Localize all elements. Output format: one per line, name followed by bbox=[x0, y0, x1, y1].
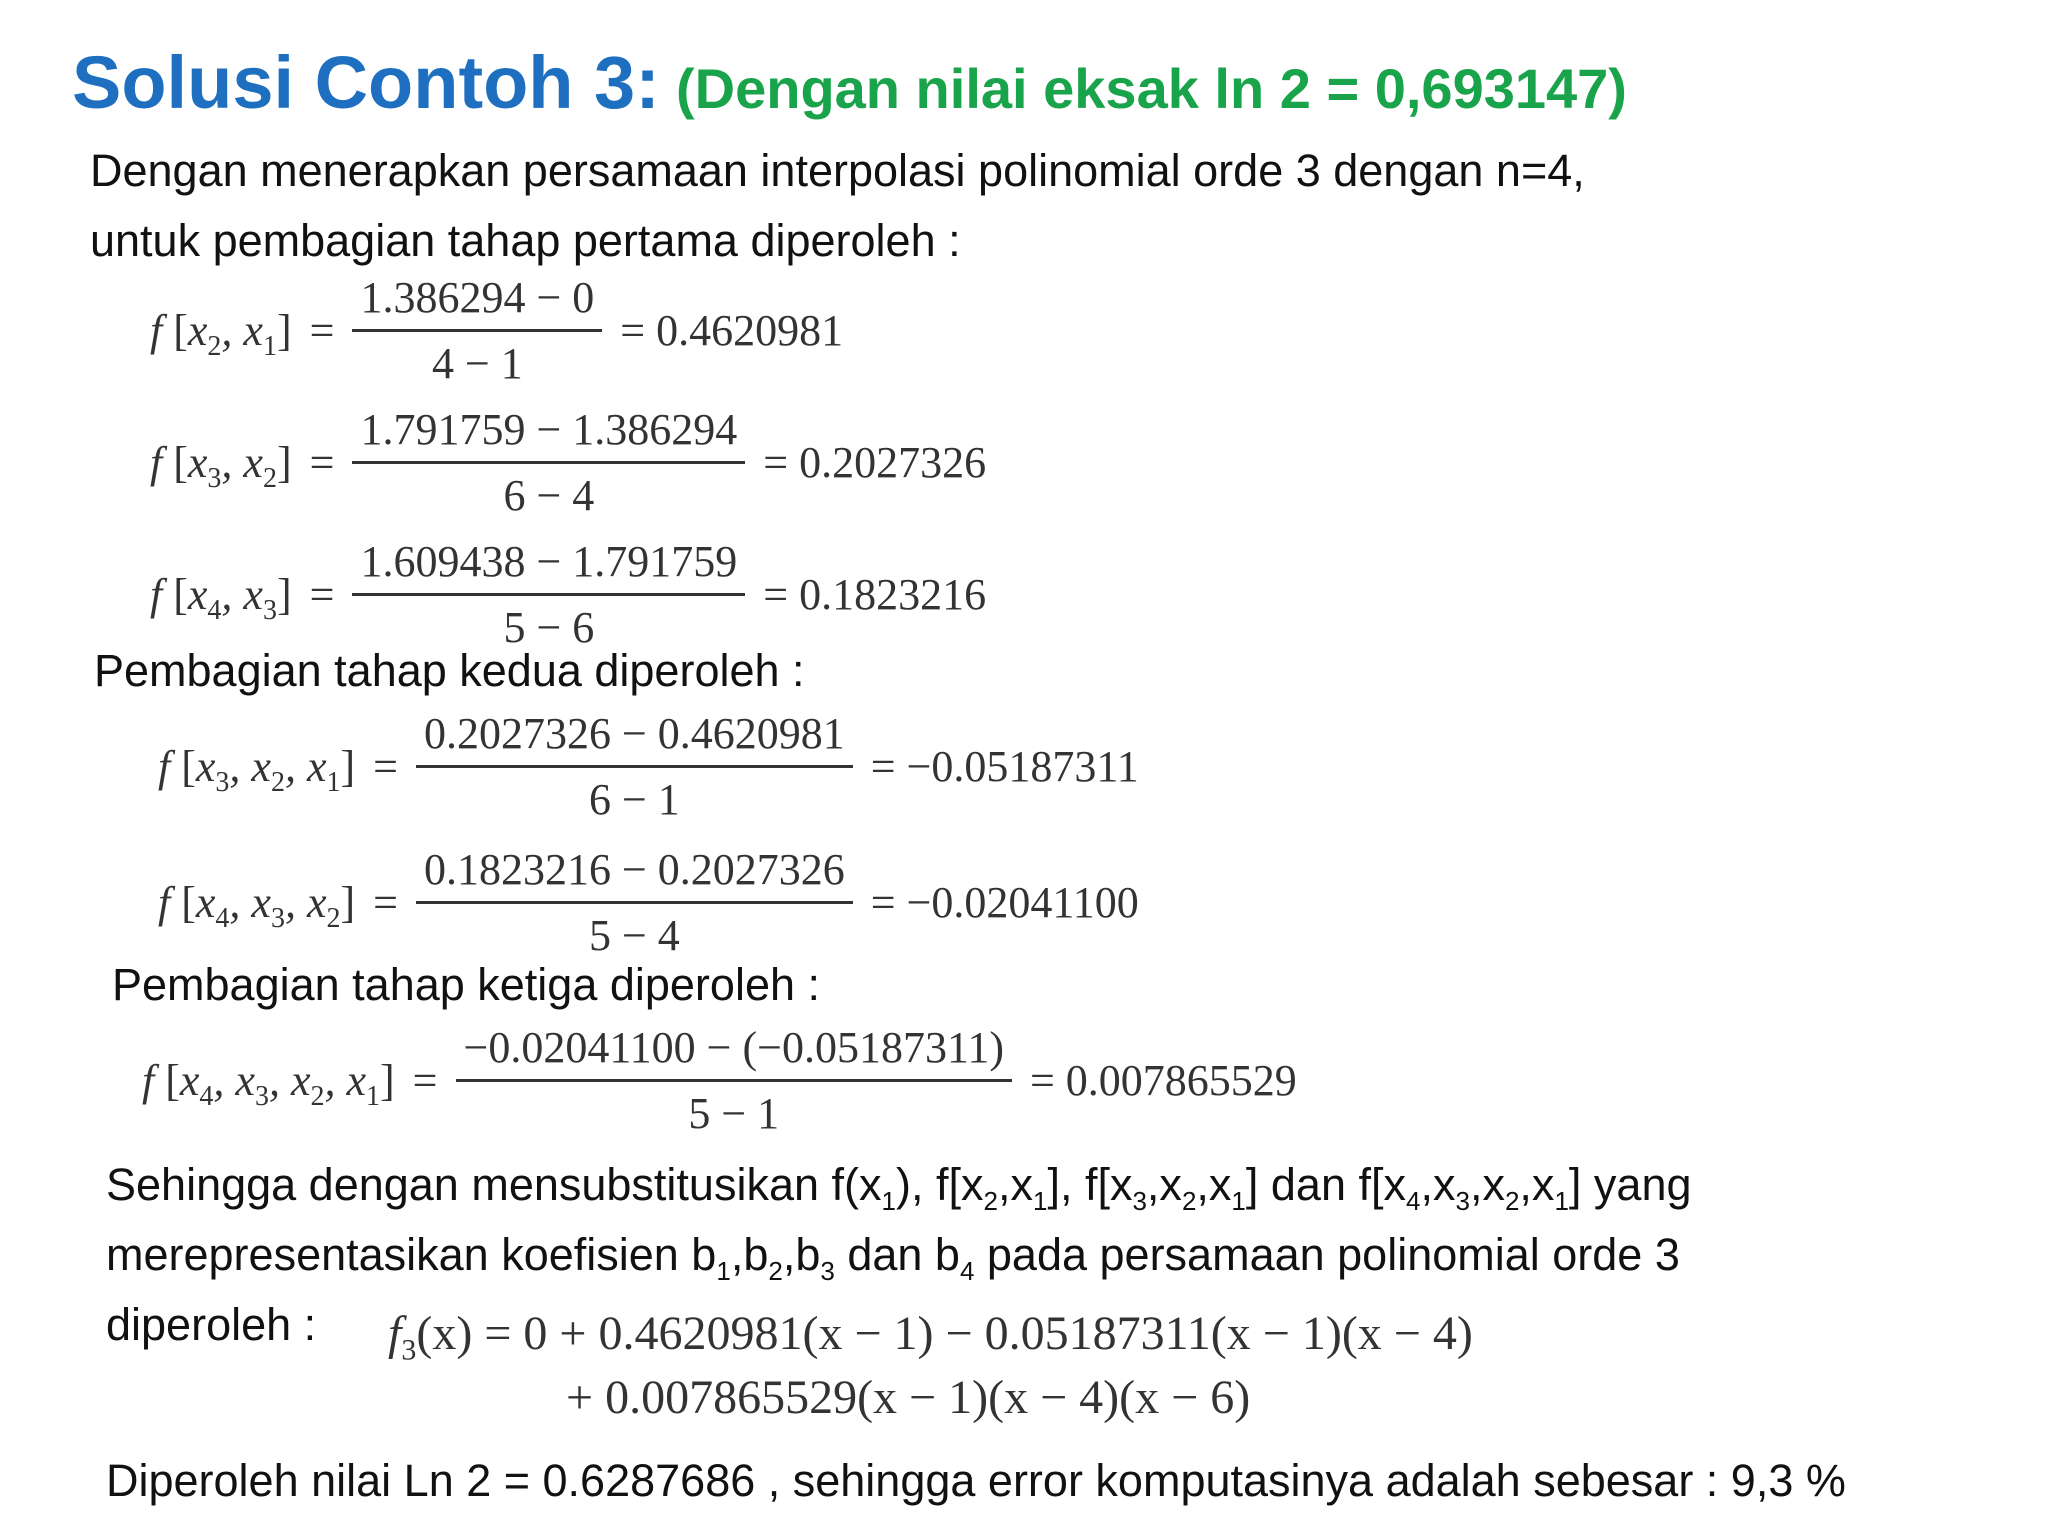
intro-line-2: untuk pembagian tahap pertama diperoleh : bbox=[90, 215, 961, 266]
stage3-heading: Pembagian tahap ketiga diperoleh : bbox=[112, 959, 821, 1010]
page-title: Solusi Contoh 3: bbox=[72, 41, 660, 124]
conclusion-line-3: diperoleh : bbox=[106, 1299, 317, 1350]
final-result: Diperoleh nilai Ln 2 = 0.6287686 , sehingga error komputasinya adalah sebesar : 9,3 % bbox=[106, 1455, 1846, 1506]
equation-stage2-1: f [ $x_3$, $x_2$, $x_1$ ] = $\frac{0.2027326 - 0.4620981}{6 - 1}$ = −0.05187311 bbox=[158, 709, 1139, 824]
conclusion-line-2: merepresentasikan koefisien $b_1,b_2,b_3$ dan $b_4$ pada persamaan polinomial orde 3 bbox=[106, 1229, 1680, 1286]
equation-stage1-2: f [ $x_3$, $x_2$ ] = $\frac{1.791759 - 1.386294}{6 - 4}$ = 0.2027326 bbox=[150, 405, 987, 520]
equation-stage3-1: f [ $x_4$, $x_3$, $x_2$, $x_1$ ] = $\frac{-0.02041100 - (-0.05187311)}{5 - 1}$ = 0.007865529 bbox=[142, 1023, 1297, 1138]
stage2-heading: Pembagian tahap kedua diperoleh : bbox=[94, 645, 805, 696]
intro-line-1: Dengan menerapkan persamaan interpolasi polinomial orde 3 dengan n=4, bbox=[90, 145, 1585, 196]
page-subtitle: (Dengan nilai eksak ln 2 = 0,693147) bbox=[676, 57, 1627, 120]
equation-stage2-2: f [ $x_4$, $x_3$, $x_2$ ] = $\frac{0.1823216 - 0.2027326}{5 - 4}$ = −0.02041100 bbox=[158, 845, 1139, 960]
polynomial-line-2: + 0.007865529(x − 1)(x − 4)(x − 6) bbox=[566, 1371, 1251, 1424]
equation-stage1-3: f [ $x_4$, $x_3$ ] = $\frac{1.609438 - 1.791759}{5 - 6}$ = 0.1823216 bbox=[150, 537, 987, 652]
conclusion-line-1: Sehingga dengan mensubstitusikan $f(x_1)$, $f[x_2,x_1]$, $f[x_3,x_2,x_1]$ dan $f[x_4,x_3,x_2,x_1]$ yang bbox=[106, 1159, 1692, 1216]
equation-stage1-1: f [ $x_2$, $x_1$ ] = $\frac{1.386294 - 0}{4 - 1}$ = 0.4620981 bbox=[150, 273, 844, 388]
polynomial-line-1: $f_3(x) = 0 + 0.4620981(x - 1) - 0.05187311(x - 1)(x - 4)$ bbox=[388, 1307, 1473, 1367]
